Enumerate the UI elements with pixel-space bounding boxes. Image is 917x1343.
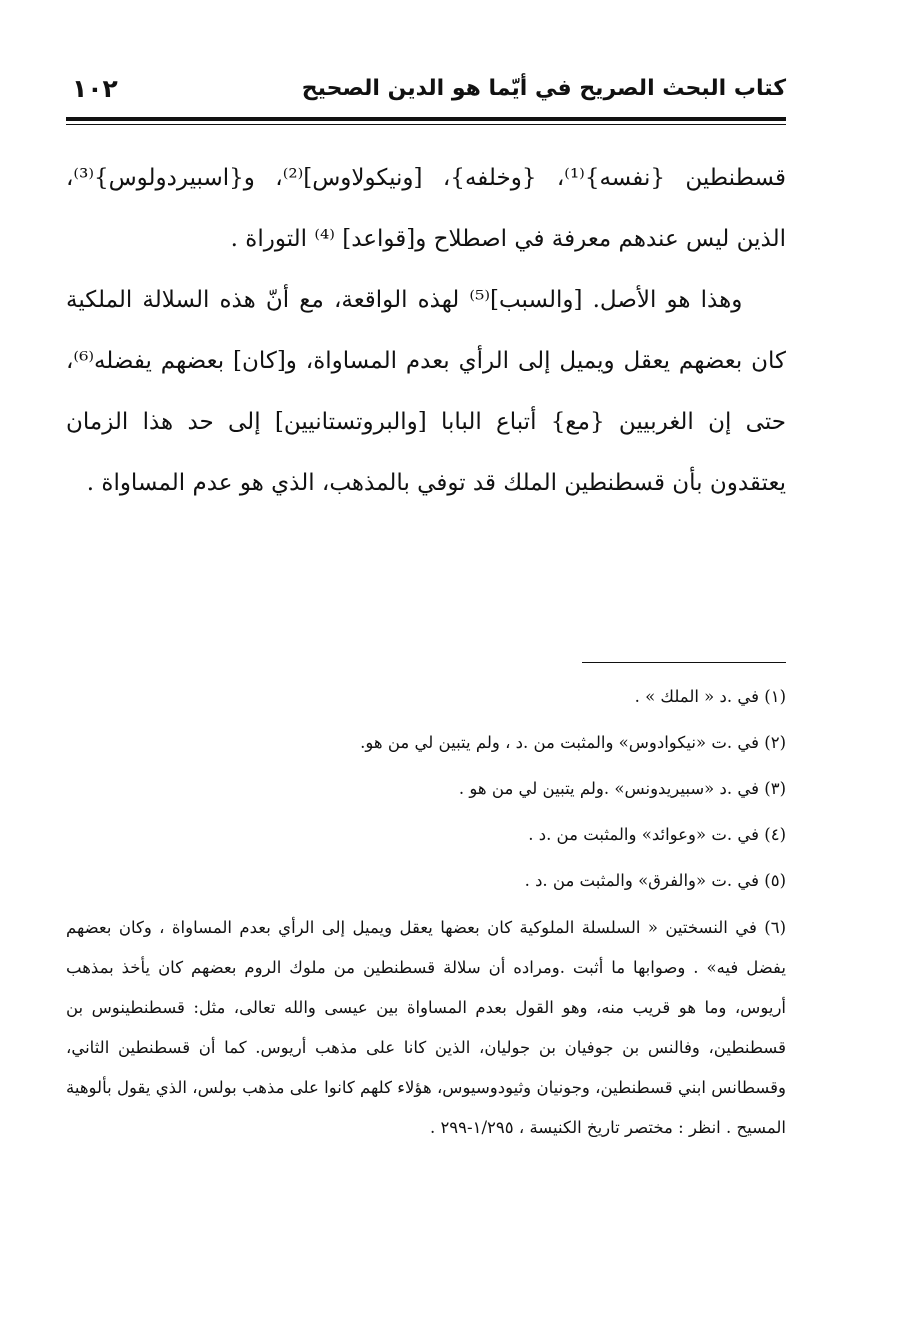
- main-text: [66, 148, 786, 514]
- page-number: ١٠٢: [72, 74, 118, 103]
- footnote: (٣) في .د «سبيريدونس» .ولم يتبين لي من هو .: [458, 779, 786, 798]
- footnote: (١) في .د « الملك » .: [634, 687, 786, 706]
- header-rule-thin: [66, 124, 786, 125]
- footnote: (٥) في .ت «والفرق» والمثبت من .د .: [524, 871, 786, 890]
- footnotes: [66, 680, 786, 1160]
- footnote-separator: [582, 662, 786, 663]
- running-header: [66, 72, 786, 112]
- footnote: (٤) في .ت «وعوائد» والمثبت من .د .: [528, 825, 786, 844]
- header-rule-thick: [66, 117, 786, 121]
- body-paragraph: وهذا هو الأصل. [والسبب]⁽⁵⁾ لهذه الواقعة، مع أنّ هذه السلالة الملكية كان بعضهم يعقل ويميل إلى الرأي بعدم المساواة، و[كان] بعضهم يفضله⁽⁶⁾، حتى إن الغربيين {مع} أتباع البابا [والبروتستانيين] إلى حد هذا الزمان يعتقدون بأن قسطنطين الملك قد توفي بالمذهب، الذي هو عدم المساواة .: [66, 287, 786, 496]
- book-title: كتاب البحث الصريح في أيّما هو الدين الصحيح: [301, 76, 786, 101]
- footnote: (٦) في النسختين « السلسلة الملوكية كان بعضها يعقل ويميل إلى الرأي بعدم المساواة ، وكان بعضهم يفضل فيه» . وصوابها ما أثبت .ومراده أن سلالة قسطنطين من ملوك الروم بعضهم كان يأخذ بمذهب أريوس، وما هو قريب منه، وهو القول بعدم المساواة بين عيسى والله تعالى، مثل: قسطنطينوس بن قسطنطين، وفالنس بن جوفيان بن جوليان، الذين كانا على مذهب أريوس. كما أن قسطنطين الثاني، وقسطانس ابني قسطنطين، وجونيان وثيودوسيوس، هؤلاء كلهم كانوا على مذهب بولس، الذي يقول بألوهية المسيح . انظر : مختصر تاريخ الكنيسة ، ١/٢٩٥-٢٩٩ .: [66, 918, 786, 1137]
- body-paragraph: قسطنطين {نفسه}⁽¹⁾، {وخلفه}، [ونيكولاوس]⁽²⁾، و{اسبيردولوس}⁽³⁾، الذين ليس عندهم معرفة في اصطلاح و[قواعد] ⁽⁴⁾ التوراة .: [66, 165, 786, 252]
- footnote: (٢) في .ت «نيكوادوس» والمثبت من .د ، ولم يتبين لي من هو.: [360, 733, 786, 752]
